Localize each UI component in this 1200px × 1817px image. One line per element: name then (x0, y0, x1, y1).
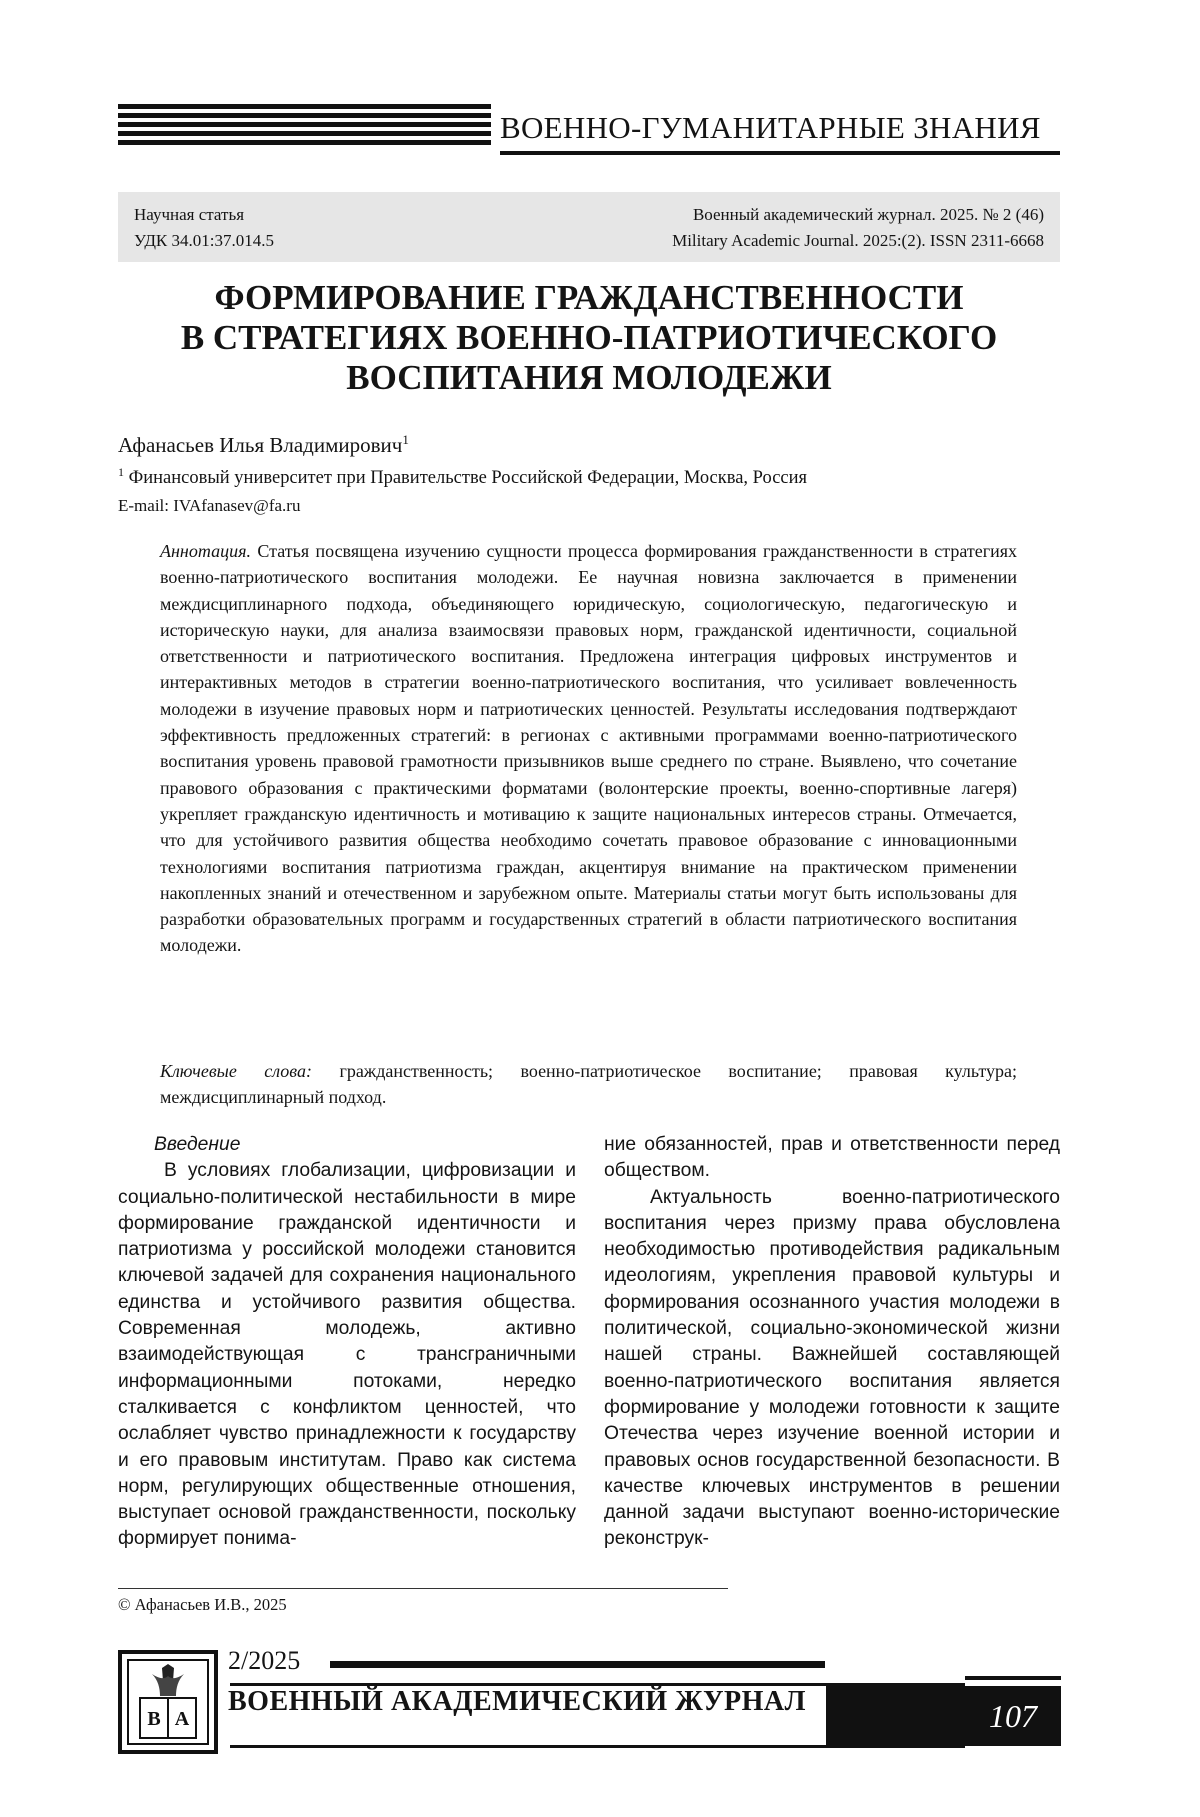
body-paragraph: В условиях глобализации, цифровизации и социально-политической нестабильности в мире формирование гражданской идентичности и патриотизма у российской молодежи становится ключевой задачей для сохранения национального единства и устойчивого развития общества. Современная молодежь, активно взаимодействующая с трансграничными информационными потоками, нередко сталкивается с конфликтом ценностей, что ослабляет чувство принадлежности к государству и его правовым институтам. Право как система норм, регулирующих общественные отношения, выступает основой гражданственности, поскольку формирует понима- (118, 1160, 576, 1550)
abstract-label: Аннотация. (160, 541, 251, 561)
affiliation-superscript: 1 (118, 465, 124, 479)
keywords-label: Ключевые слова: (160, 1061, 312, 1081)
svg-text:В: В (147, 1708, 161, 1730)
title-line: ВОСПИТАНИЯ МОЛОДЕЖИ (346, 358, 832, 397)
author-line (118, 432, 409, 458)
header-decorative-lines (118, 104, 491, 156)
article-type: Научная статья (134, 205, 245, 224)
author-superscript: 1 (402, 432, 409, 447)
author-name: Афанасьев Илья Владимирович (118, 433, 403, 457)
abstract-text: Статья посвящена изучению сущности процесса формирования гражданственности в стратегиях военно-патриотического воспитания молодежи. Ее научная новизна заключается в применении междисциплинарного подхода, объединяющего юридическую, социологическую, педагогическую и историческую науки, для анализа взаимосвязи правовых норм, гражданской идентичности, социальной ответственности и патриотического воспитания. Предложена интеграция цифровых инструментов и интерактивных методов в стратегии военно-патриотического воспитания, что усиливает вовлеченность молодежи в изучение правовых норм и патриотических ценностей. Результаты исследования подтверждают эффективность предложенных стратегий: в регионах с активными программами военно-патриотического воспитания уровень правовой грамотности призывников выше среднего по стране. Выявлено, что сочетание правового образования с практическими форматами (волонтерские проекты, военно-спортивные лагеря) укрепляет гражданскую идентичность и мотивацию к защите национальных интересов страны. Отмечается, что для устойчивого развития общества необходимо сочетать правовое образование с инновационными технологиями воспитания патриотизма граждан, акцентируя внимание на практическом применении накопленных знаний и отечественном и зарубежном опыте. Материалы статьи могут быть использованы для разработки образовательных программ и государственных стратегий в области патриотического воспитания молодежи. (160, 541, 1018, 956)
intro-heading: Введение (154, 1134, 241, 1155)
udc-code: УДК 34.01:37.014.5 (134, 231, 274, 250)
journal-citation-ru: Военный академический журнал. 2025. № 2 (46) (692, 205, 1044, 224)
article-title (118, 278, 1060, 398)
body-paragraph: Актуальность военно-патриотического воспитания через призму права обусловлена необходимостью противодействия радикальным идеологиям, укрепления правовой культуры и формирования осознанного участия молодежи в политической, социально-экономической жизни нашей страны. Важнейшей составляющей военно-патриотического воспитания является формирование у молодежи готовности к защите Отечества через изучение военной истории и правовых основ государственной безопасности. В качестве ключевых инструментов в решении данной задачи выступают военно-исторические реконструк- (604, 1186, 1060, 1550)
journal-name: ВОЕННЫЙ АКАДЕМИЧЕСКИЙ ЖУРНАЛ (228, 1686, 806, 1717)
body-paragraph-continued: ние обязанностей, прав и ответственности перед обществом. (604, 1134, 1060, 1182)
affiliation: Финансовый университет при Правительстве Российской Федерации, Москва, Россия (128, 468, 808, 489)
journal-logo (118, 1650, 218, 1754)
title-line: В СТРАТЕГИЯХ ВОЕННО-ПАТРИОТИЧЕСКОГО (180, 318, 998, 357)
svg-text:А: А (174, 1708, 190, 1730)
author-email: E-mail: IVAfanasev@fa.ru (118, 496, 301, 515)
journal-citation-en: Military Academic Journal. 2025:(2). ISSN 2311-6668 (672, 231, 1044, 250)
body-column-right (604, 1132, 1060, 1553)
body-column-left (118, 1132, 576, 1553)
keywords (160, 1058, 1017, 1111)
keywords-text: гражданственность; военно-патриотическое воспитание; правовая культура; междисциплинарный подход. (160, 1061, 1018, 1108)
journal-logo-icon (122, 1654, 214, 1750)
abstract (160, 538, 1017, 959)
page-number: 107 (965, 1686, 1061, 1746)
article-meta-box (118, 192, 1060, 262)
footnote-rule (118, 1588, 728, 1589)
header-underline (500, 151, 1060, 155)
section-title: ВОЕННО-ГУМАНИТАРНЫЕ ЗНАНИЯ (500, 110, 1041, 145)
footer-black-bar (826, 1686, 965, 1746)
issue-number: 2/2025 (228, 1646, 301, 1675)
page-number-rule (965, 1676, 1061, 1680)
issue-bar (330, 1661, 825, 1668)
affiliation-line (118, 465, 807, 489)
copyright-footnote: © Афанасьев И.В., 2025 (118, 1595, 287, 1614)
title-line: ФОРМИРОВАНИЕ ГРАЖДАНСТВЕННОСТИ (214, 278, 964, 317)
